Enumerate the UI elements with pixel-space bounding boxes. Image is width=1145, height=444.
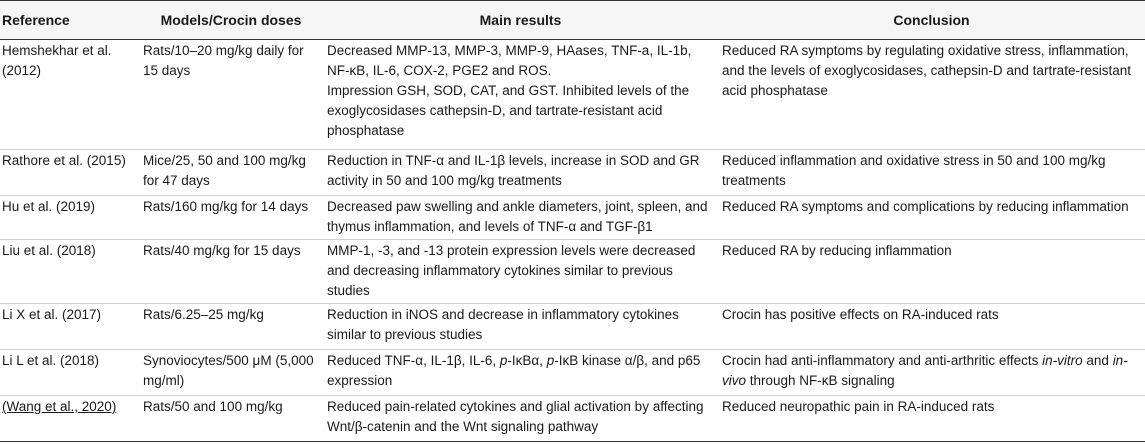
table-row bbox=[0, 40, 1145, 150]
conclusion-text: and bbox=[1082, 353, 1113, 368]
cell-model: Rats/6.25–25 mg/kg bbox=[139, 304, 323, 350]
conclusion-text: through NF-κB signaling bbox=[746, 373, 895, 388]
cell-results: Reduction in iNOS and decrease in inflammatory cytokines similar to previous studies bbox=[323, 304, 718, 350]
header-conclusion: Conclusion bbox=[718, 1, 1145, 40]
table-header bbox=[0, 1, 1145, 40]
cell-results bbox=[323, 40, 718, 150]
cell-model: Rats/160 mg/kg for 14 days bbox=[139, 196, 323, 240]
results-text: -IκBα, bbox=[507, 353, 547, 368]
cell-model: Rats/50 and 100 mg/kg bbox=[139, 396, 323, 442]
header-models-doses: Models/Crocin doses bbox=[139, 1, 323, 40]
table-row bbox=[0, 396, 1145, 442]
cell-results: Reduction in TNF-α and IL-1β levels, increase in SOD and GR activity in 50 and 100 mg/kg treatments bbox=[323, 150, 718, 196]
cell-reference bbox=[0, 396, 139, 442]
table-row bbox=[0, 150, 1145, 196]
results-paragraph: Decreased MMP-13, MMP-3, MMP-9, HAases, TNF-a, IL-1b, NF-κB, IL-6, COX-2, PGE2 and ROS. bbox=[327, 43, 692, 78]
cell-reference: Hemshekhar et al. (2012) bbox=[0, 40, 139, 150]
cell-reference: Liu et al. (2018) bbox=[0, 240, 139, 304]
cell-model: Rats/40 mg/kg for 15 days bbox=[139, 240, 323, 304]
results-text: Reduced TNF-α, IL-1β, IL-6, bbox=[327, 353, 500, 368]
cell-results: MMP-1, -3, and -13 protein expression levels were decreased and decreasing inflammatory cytokines similar to previous studies bbox=[323, 240, 718, 304]
results-text: -IκB kinase α/β, and p65 expression bbox=[327, 353, 701, 388]
table-row bbox=[0, 196, 1145, 240]
header-row bbox=[0, 1, 1145, 40]
cell-model: Mice/25, 50 and 100 mg/kg for 47 days bbox=[139, 150, 323, 196]
cell-conclusion bbox=[718, 350, 1145, 396]
conclusion-italic: in-vitro bbox=[1042, 353, 1083, 368]
conclusion-italic: in-vivo bbox=[722, 353, 1128, 388]
cell-conclusion: Reduced RA symptoms and complications by reducing inflammation bbox=[718, 196, 1145, 240]
results-italic-p: p bbox=[546, 353, 555, 368]
cell-reference: Li X et al. (2017) bbox=[0, 304, 139, 350]
cell-conclusion: Reduced RA symptoms by regulating oxidative stress, inflammation, and the levels of exoglycosidases, cathepsin-D and tartrate-resistant acid phosphatase bbox=[718, 40, 1145, 150]
conclusion-text: Crocin had anti-inflammatory and anti-arthritic effects bbox=[722, 353, 1043, 368]
cell-results bbox=[323, 350, 718, 396]
results-italic-p: p bbox=[499, 353, 508, 368]
cell-reference: Rathore et al. (2015) bbox=[0, 150, 139, 196]
cell-reference: Hu et al. (2019) bbox=[0, 196, 139, 240]
results-paragraph: Impression GSH, SOD, CAT, and GST. Inhibited levels of the exoglycosidases cathepsin-D, and tartrate-resistant acid phosphatase bbox=[327, 83, 690, 138]
cell-results: Reduced pain-related cytokines and glial activation by affecting Wnt/β-catenin and the Wnt signaling pathway bbox=[323, 396, 718, 442]
cell-results: Decreased paw swelling and ankle diameters, joint, spleen, and thymus inflammation, and levels of TNF-α and TGF-β1 bbox=[323, 196, 718, 240]
table-row bbox=[0, 240, 1145, 304]
table-row bbox=[0, 304, 1145, 350]
cell-reference: Li L et al. (2018) bbox=[0, 350, 139, 396]
header-reference: Reference bbox=[0, 1, 139, 40]
table-row bbox=[0, 350, 1145, 396]
cell-model: Synoviocytes/500 μM (5,000 mg/ml) bbox=[139, 350, 323, 396]
cell-conclusion: Reduced inflammation and oxidative stress in 50 and 100 mg/kg treatments bbox=[718, 150, 1145, 196]
cell-conclusion: Reduced RA by reducing inflammation bbox=[718, 240, 1145, 304]
cell-conclusion: Reduced neuropathic pain in RA-induced rats bbox=[718, 396, 1145, 442]
reference-link[interactable]: (Wang et al., 2020) bbox=[2, 399, 117, 414]
cell-model: Rats/10–20 mg/kg daily for 15 days bbox=[139, 40, 323, 150]
header-main-results: Main results bbox=[323, 1, 718, 40]
cell-conclusion: Crocin has positive effects on RA-induced rats bbox=[718, 304, 1145, 350]
table-body bbox=[0, 40, 1145, 442]
